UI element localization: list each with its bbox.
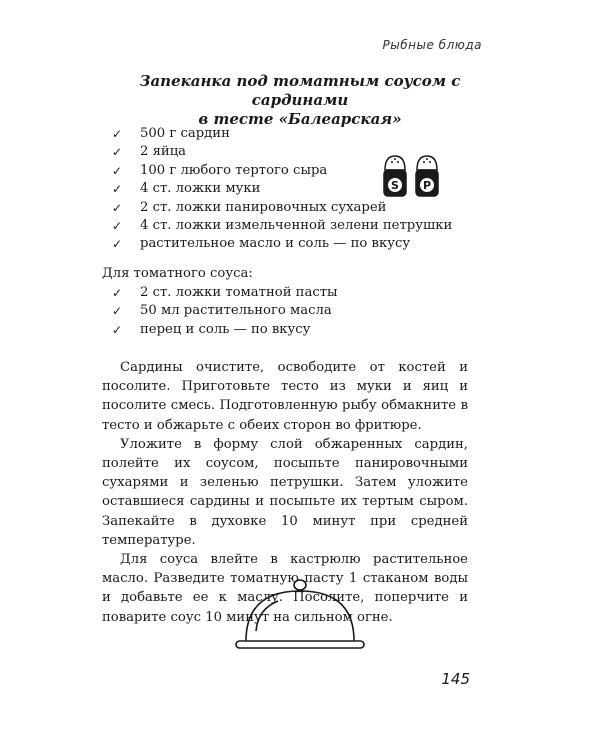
check-icon: ✓: [112, 200, 123, 215]
ingredient-item-text: растительное масло и соль — по вкусу: [140, 236, 411, 252]
page-number: 145: [441, 670, 470, 688]
ingredient-item-text: 4 ст. ложки муки: [140, 181, 261, 197]
sauce-ingredient-item-text: 2 ст. ложки томатной пасты: [140, 285, 338, 300]
instruction-paragraph: Для соуса влейте в кастрюлю растительное масло. Разведите томатную пасту 1 стаканом воды и добавьте ее к маслу. Посолите, поперчите и поварите соус 10 минут на сильном огне.: [102, 552, 468, 625]
check-icon: ✓: [112, 219, 123, 234]
check-icon: ✓: [112, 127, 123, 141]
check-icon: ✓: [112, 182, 123, 197]
check-icon: ✓: [112, 163, 123, 178]
sauce-ingredient-item-text: перец и соль — по вкусу: [140, 321, 311, 337]
sauce-ingredient-item: [112, 321, 338, 339]
check-icon: ✓: [112, 304, 123, 319]
salt-label: S: [391, 179, 399, 192]
sauce-ingredient-list: [112, 284, 338, 339]
check-icon: ✓: [112, 286, 123, 300]
ingredient-item-text: 4 ст. ложки измельченной зелени петрушки: [140, 218, 453, 234]
ingredient-item-text: 2 яйца: [140, 144, 187, 160]
sauce-heading: Для томатного соуса:: [102, 266, 253, 281]
running-head: Рыбные блюда: [382, 38, 482, 52]
sauce-ingredient-item: [112, 302, 338, 320]
check-icon: ✓: [112, 322, 123, 337]
instruction-paragraph: Уложите в форму слой обжаренных сардин, полейте их соусом, посыпьте панировочными сухарями и зеленью петрушки. Затем уложите оставшиеся сардины и посыпьте их тертым сыром. Запекайте в духовке 10 минут при средней температуре.: [102, 436, 468, 548]
ingredient-item: [112, 235, 452, 253]
sauce-ingredient-item: [112, 284, 338, 302]
check-icon: ✓: [112, 145, 123, 160]
cloche-icon: [232, 575, 368, 659]
recipe-title: [100, 72, 500, 129]
pepper-label: P: [422, 179, 432, 192]
recipe-title-line-1: Запеканка под томатным соусом с сардинами: [139, 72, 461, 109]
ingredient-item-text: 500 г сардин: [140, 126, 230, 141]
recipe-title-line-2: в тесте «Балеарская»: [198, 110, 402, 128]
instruction-paragraph: Сардины очистите, освободите от костей и посолите. Приготовьте тесто из муки и яиц и посолите смесь. Подготовленную рыбу обмакните в тесто и обжарьте с обеих сторон во фритюре.: [102, 360, 468, 433]
ingredient-item-text: 2 ст. ложки панировочных сухарей: [140, 199, 387, 215]
ingredient-item: [112, 217, 452, 235]
sauce-ingredient-item-text: 50 мл растительного масла: [140, 303, 332, 319]
salt-pepper-icon: [381, 150, 445, 204]
ingredient-item-text: 100 г любого тертого сыра: [140, 162, 328, 178]
check-icon: ✓: [112, 237, 123, 252]
ingredient-item: [112, 125, 452, 143]
